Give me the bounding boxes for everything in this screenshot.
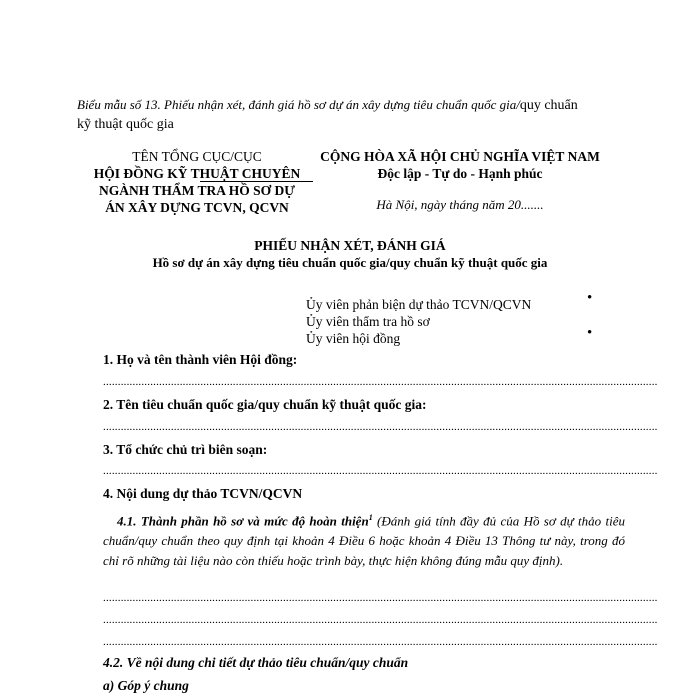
section-4-2-heading: 4.2. Về nội dung chi tiết dự thảo tiêu chuẩn/quy chuẩn [103,655,409,670]
dotted-fill-line: ............................................................................................................................................................................................ [103,465,658,477]
dotted-fill-line: ............................................................................................................................................................................................ [103,592,658,604]
agency-block [62,148,332,216]
section-4-1-paragraph [103,508,625,571]
section-2-heading: 2. Tên tiêu chuẩn quốc gia/quy chuẩn kỹ thuật quốc gia: [103,397,427,412]
council-line1: HỘI ĐỒNG KỸ THUẬT CHUYÊN [93,166,301,181]
council-line3-tail: , QCVN [242,200,289,215]
form-title-tail: quy chuẩn [519,98,578,113]
section-3-heading: 3. Tổ chức chủ trì biên soạn: [103,442,268,457]
bullet-icon: • [587,325,593,341]
form-title-prefix: Biểu mẫu số 13. Phiếu nhận xét, đánh giá hồ sơ dự án xây dựng tiêu chuẩn quốc gia/ [77,97,520,112]
section-4-1-heading: 4.1. Thành phần hồ sơ và mức độ hoàn thiện [117,513,369,529]
agency-divider [200,181,313,182]
bullet-icon: • [587,290,593,306]
document-title: PHIẾU NHẬN XÉT, ĐÁNH GIÁ [254,238,446,253]
option-appraiser: Ủy viên thẩm tra hồ sơ [306,314,430,329]
dotted-fill-line: ............................................................................................................................................................................................ [103,614,658,626]
section-4-2-a-heading: a) Góp ý chung [103,678,189,693]
agency-name: TÊN TỔNG CỤC/CỤC [132,149,262,164]
country-name: CỘNG HÒA XÃ HỘI CHỦ NGHĨA VIỆT NAM [320,149,600,164]
option-reviewer: Ủy viên phản biện dự thảo TCVN/QCVN [306,297,532,312]
footnote-marker: 1 [368,513,373,522]
section-4-heading: 4. Nội dung dự thảo TCVN/QCVN [103,486,303,501]
council-line3 [62,199,332,216]
form-title-line1 [77,97,578,114]
council-line3-main: ÁN XÂY DỰNG TCVN [105,200,243,215]
dotted-fill-line: ............................................................................................................................................................................................ [103,636,658,648]
dotted-fill-line: ............................................................................................................................................................................................ [103,421,658,433]
national-motto: Độc lập - Tự do - Hạnh phúc [377,166,543,181]
form-title-line2: kỹ thuật quốc gia [77,117,174,132]
option-member: Ủy viên hội đồng [306,331,401,346]
section-1-heading: 1. Họ và tên thành viên Hội đồng: [103,352,298,367]
national-heading [305,148,615,182]
date-line: Hà Nội, ngày tháng năm 20....... [376,197,544,212]
document-subtitle: Hồ sơ dự án xây dựng tiêu chuẩn quốc gia/quy chuẩn kỹ thuật quốc gia [152,255,548,270]
section-4-1-body: (Đánh giá tính đầy đủ của Hồ sơ dự thảo tiêu chuẩn/quy chuẩn theo quy định tại khoản 4 Điều 6 hoặc khoản 4 Điều 13 Thông tư này, trong đó chỉ rõ những tài liệu nào còn thiếu hoặc trình bày, thực hiện không đúng mẫu quy định). [103,513,625,569]
council-line2: NGÀNH THẨM TRA HỒ SƠ DỰ [99,183,295,198]
dotted-fill-line: ............................................................................................................................................................................................ [103,376,658,388]
